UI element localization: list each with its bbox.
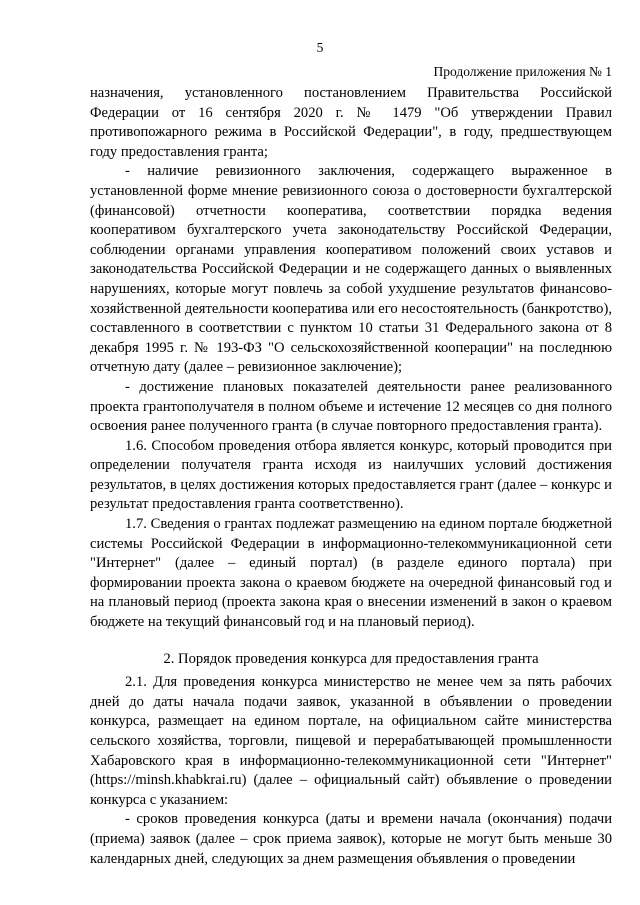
page-number: 5 (316, 40, 324, 55)
paragraph-audit-conclusion: - наличие ревизионного заключения, содержащего выраженное в установленной форме мнение ревизионного союза о достоверности бухгалтерской (финансовой) отчетности кооператива, соответствии порядка ведения кооперативом бухгалтерского учета законодательству Российской Федерации, соблюдении органами управления кооперативом положений своих уставов и законодательства Российской Федерации и не содержащего данных о выявленных нарушениях, которые могут повлечь за собой ухудшение результатов финансово-хозяйственной деятельности кооператива или его несостоятельность (банкротство), составленного в соответствии с пунктом 10 статьи 31 Федерального закона от 8 декабря 1995 г. № 193-ФЗ "О сельскохозяйственной кооперации" на последнюю отчетную дату (далее – ревизионное заключение); (90, 163, 612, 376)
appendix-continuation-label: Продолжение приложения № 1 (433, 64, 612, 79)
document-body (90, 84, 612, 869)
paragraph-1-7: 1.7. Сведения о грантах подлежат размещению на едином портале бюджетной системы Российской Федерации в информационно-телекоммуникационной сети "Интернет" (далее – единый портал) (в разделе единого портала) при формировании проекта закона о краевом бюджете на очередной финансовый год и на плановый период (проекта закона края о внесении изменений в закон о краевом бюджете на текущий финансовый год и на плановый период). (90, 516, 612, 631)
paragraph-1-6: 1.6. Способом проведения отбора является конкурс, который проводится при определении получателя гранта исходя из наилучших условий достижения результатов, в целях достижения которых предоставляется грант (далее – конкурс и результат предоставления гранта соответственно). (90, 437, 612, 513)
paragraph-planned-indicators: - достижение плановых показателей деятельности ранее реализованного проекта грантополучателя в полном объеме и истечение 12 месяцев со дня полного освоения ранее полученного гранта (в случае повторного предоставления гранта). (90, 378, 612, 435)
section-heading-2: 2. Порядок проведения конкурса для предоставления гранта (163, 650, 539, 667)
paragraph-fire-regime: назначения, установленного постановлением Правительства Российской Федерации от 16 сентября 2020 г. № 1479 "Об утверждении Правил противопожарного режима в Российской Федерации", в году, предшествующем году предоставления гранта; (90, 85, 612, 160)
paragraph-contest-dates: - сроков проведения конкурса (даты и времени начала (окончания) подачи (приема) заявок (далее – срок приема заявок), которые не могут быть меньше 30 календарных дней, следующих за днем размещения объявления о проведении (90, 811, 612, 867)
paragraph-2-1: 2.1. Для проведения конкурса министерство не менее чем за пять рабочих дней до даты начала подачи заявок, указанной в объявлении о проведении конкурса, размещает на едином портале, на официальном сайте министерства сельского хозяйства, торговли, пищевой и перерабатывающей промышленности Хабаровского края в информационно-телекоммуникационной сети "Интернет" (https://minsh.khabkrai.ru) (далее – официальный сайт) объявление о проведении конкурса с указанием: (90, 674, 612, 808)
